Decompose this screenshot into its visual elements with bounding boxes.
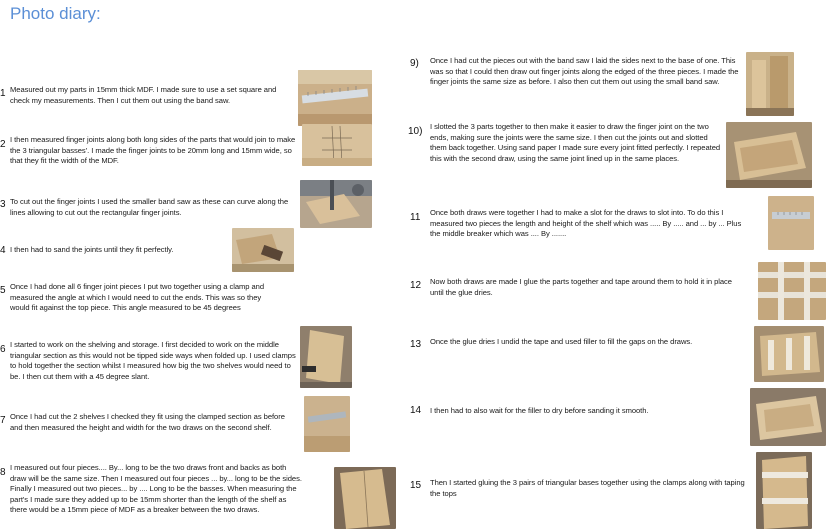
filler-photo: [754, 326, 824, 382]
drawer-box-photo: [726, 122, 812, 188]
sanded-drawer-photo: [750, 388, 826, 446]
step-2-text: I then measured finger joints along both long sides of the parts that would join to make the 3 triangular basses'. I made the finger joints to be 20mm long and 15mm wide, so that they fit the width of the MDF.: [10, 135, 296, 166]
step-15-number: 15: [410, 480, 422, 491]
band-saw-photo: [300, 180, 372, 228]
step-6-number: 6: [0, 344, 6, 355]
step-8-number: 8: [0, 467, 6, 478]
step-11-text: Once both draws were together I had to make a slot for the draws to slot into. To do this I measured two pieces the length and height of the shelf which was ..... By ..... and ... by ... Plus the middle breaker which was .... By .......: [430, 208, 742, 239]
step-3-number: 3: [0, 199, 6, 210]
clamped-section-photo: [300, 326, 352, 388]
step-5-number: 5: [0, 285, 6, 296]
step-1-text: Measured out my parts in 15mm thick MDF. I made sure to use a set square and check my measurements. Then I cut them out using the band saw.: [10, 85, 277, 105]
mdf-ruler-photo: [298, 70, 372, 126]
step-2-number: 2: [0, 139, 6, 150]
step-4-text: I then had to sand the joints until they fit perfectly.: [10, 245, 174, 254]
step-9-text: Once I had cut the pieces out with the band saw I laid the sides next to the base of one. This was so that I could then draw out finger joints along the edged of the three pieces. I made the finger joints the same size as before. I also then cut them out using the small band saw.: [430, 56, 739, 87]
page-title: Photo diary:: [10, 4, 101, 23]
taped-draws-photo: [758, 262, 826, 320]
step-7-number: 7: [0, 415, 6, 426]
laid-sides-photo: [746, 52, 794, 116]
step-7-text: Once I had cut the 2 shelves I checked they fit using the clamped section as before and then measured the height and width for the two draws on the second shelf.: [10, 412, 285, 432]
step-13-number: 13: [410, 339, 422, 350]
step-15-text: Then I started gluing the 3 pairs of triangular bases together using the clamps along with taping the tops: [430, 478, 745, 498]
sanding-photo: [232, 228, 294, 272]
marked-joints-photo: [302, 124, 372, 166]
draw-pieces-photo: [334, 467, 396, 529]
step-9-number: 9): [410, 58, 419, 69]
step-6-text: I started to work on the shelving and storage. I first decided to work on the middle triangular section as this would not be tipped side ways when folded up. I used clamps to hold together the section whilst I measured how big the two shelves would need to be. I then cut them with a 45 degree slant.: [10, 340, 296, 381]
shelf-measure-photo: [304, 396, 350, 452]
step-3-text: To cut out the finger joints I used the smaller band saw as these can curve along the lines allowing to cut out the rectangular finger joints.: [10, 197, 289, 217]
step-10-text: I slotted the 3 parts together to then make it easier to draw the finger joint on the two ends, making sure the joints were the same size. I then cut the joints out and slotted them back together. Using sand paper I made sure every joint fitted perfectly. I repeated this with the second draw, using the same joint lined up in the same places.: [430, 122, 721, 163]
step-4-number: 4: [0, 245, 6, 256]
step-10-number: 10): [408, 126, 423, 137]
ruler-slot-photo: [768, 196, 814, 250]
step-1-number: 1: [0, 88, 6, 99]
step-11-number: 11: [410, 212, 421, 223]
step-12-text: Now both draws are made I glue the parts together and tape around them to hold it in place until the glue dries.: [430, 277, 732, 297]
step-14-number: 14: [410, 405, 422, 416]
step-8-text: I measured out four pieces.... By... long to be the two draws front and backs as both draw will be the same size. Then I measured out four pieces ... by... long to be the sides. Finally I measured out two pieces... by .... Long to be the basses. When measuring the part's I made sure they added up to be 15mm shorter than the length of the shelf as there would be a 15mm piece of MDF as a breaker between the two draws.: [10, 463, 302, 515]
glued-bases-photo: [756, 452, 812, 529]
step-14-text: I then had to also wait for the filler to dry before sanding it smooth.: [430, 406, 649, 415]
step-13-text: Once the glue dries I undid the tape and used filler to fill the gaps on the draws.: [430, 337, 693, 346]
step-5-text: Once I had done all 6 finger joint pieces I put two together using a clamp and measured the angle at which I would need to cut the ends. This was so they would fit against the top piece. This angle measured to be 45 degrees: [10, 282, 265, 313]
step-12-number: 12: [410, 280, 422, 291]
